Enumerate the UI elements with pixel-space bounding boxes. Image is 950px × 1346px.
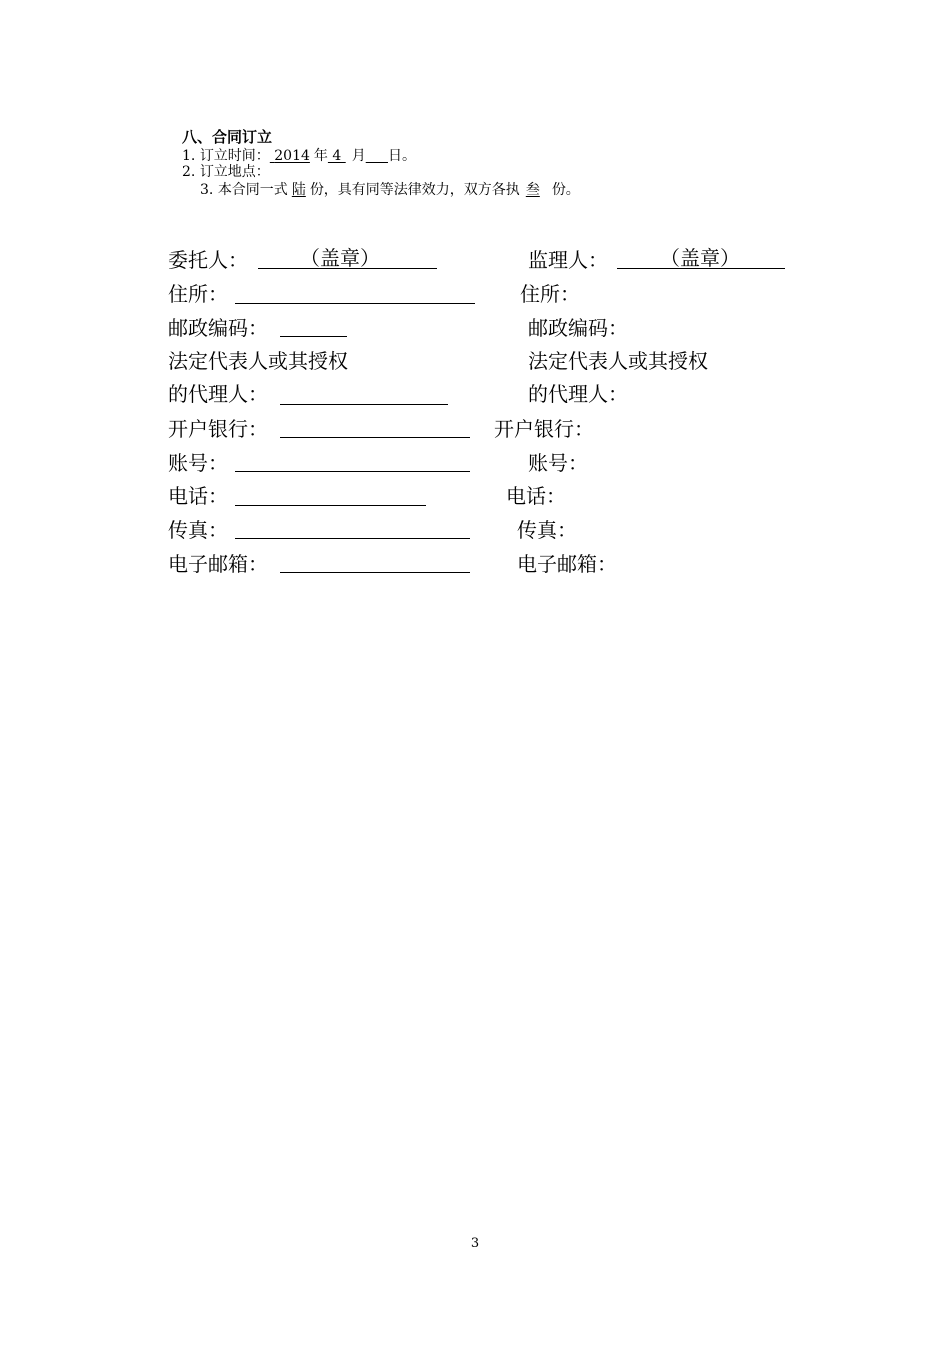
client-rep-line	[280, 404, 448, 405]
supervisor-address-label: 住所：	[520, 282, 580, 306]
client-account-label: 账号：	[168, 451, 228, 475]
signing-day-blank	[366, 148, 388, 164]
client-phone-line	[235, 505, 426, 506]
year-suffix: 年	[313, 148, 328, 164]
signing-place-line	[182, 164, 270, 180]
client-label: 委托人：	[168, 248, 248, 272]
day-suffix: 日。	[387, 148, 416, 164]
copies-line	[200, 182, 580, 198]
item-number: 2.	[182, 164, 196, 180]
signing-place-label: 订立地点：	[199, 164, 270, 180]
supervisor-postcode-label: 邮政编码：	[528, 316, 628, 340]
signing-date-line	[182, 148, 416, 164]
client-rep-label-2: 的代理人：	[168, 382, 268, 406]
client-account-line	[235, 471, 470, 472]
month-suffix: 月	[351, 148, 366, 164]
supervisor-seal: （盖章）	[660, 246, 740, 270]
supervisor-fax-label: 传真：	[517, 518, 577, 542]
copies-text-b: 份，具有同等法律效力，双方各执	[309, 182, 520, 198]
client-email-label: 电子邮箱：	[168, 552, 268, 576]
client-bank-label: 开户银行：	[168, 417, 268, 441]
supervisor-account-label: 账号：	[528, 451, 588, 475]
section-title: 八、合同订立	[182, 128, 273, 146]
supervisor-rep-label-2: 的代理人：	[528, 382, 628, 406]
signing-year: 2014	[274, 148, 310, 164]
supervisor-label: 监理人：	[528, 248, 608, 272]
page-number: 3	[470, 1236, 480, 1251]
client-fax-label: 传真：	[168, 518, 228, 542]
client-fax-line	[235, 538, 470, 539]
signing-date-label: 订立时间：	[199, 148, 270, 164]
client-email-line	[280, 572, 470, 573]
item-number: 3.	[200, 182, 214, 198]
supervisor-bank-label: 开户银行：	[494, 417, 594, 441]
supervisor-rep-label-1: 法定代表人或其授权	[528, 349, 708, 373]
client-seal: （盖章）	[300, 246, 380, 270]
supervisor-phone-label: 电话：	[506, 484, 566, 508]
client-address-label: 住所：	[168, 282, 228, 306]
copies-text-a: 本合同一式	[217, 182, 288, 198]
client-phone-label: 电话：	[168, 484, 228, 508]
item-number: 1.	[182, 148, 196, 164]
client-rep-label-1: 法定代表人或其授权	[168, 349, 348, 373]
copies-count: 陆	[291, 182, 306, 198]
client-address-line	[235, 303, 475, 304]
copies-each: 叁	[525, 182, 540, 198]
client-postcode-line	[280, 336, 347, 337]
copies-text-c: 份。	[551, 182, 580, 198]
signing-month: 4	[327, 148, 346, 164]
supervisor-email-label: 电子邮箱：	[517, 552, 617, 576]
client-bank-line	[280, 437, 470, 438]
client-postcode-label: 邮政编码：	[168, 316, 268, 340]
